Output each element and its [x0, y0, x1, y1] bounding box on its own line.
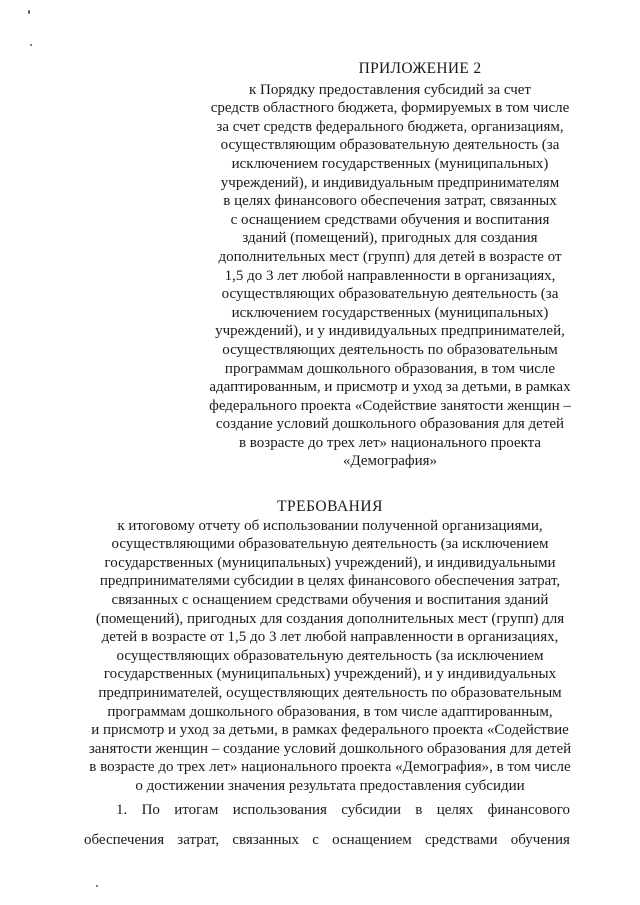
appendix-line: адаптированным, и присмотр и уход за детьми, в рамках — [209, 379, 571, 396]
requirements-line: предпринимателей, осуществляющих деятельность по образовательным — [98, 684, 562, 701]
appendix-line: с оснащением средствами обучения и воспитания — [230, 211, 550, 228]
scan-speck — [96, 885, 98, 887]
paragraph-word: обучения — [510, 832, 570, 848]
requirements-line: предпринимателями субсидии в целях финансового обеспечения затрат, — [99, 573, 561, 590]
appendix-line: осуществляющим образовательную деятельность (за — [220, 137, 560, 154]
requirements-line: в возрасте до трех лет» национального проекта «Демография», в том числе — [89, 759, 571, 776]
requirements-line: осуществляющих образовательную деятельность (за исключением — [116, 647, 544, 664]
appendix-line: исключением государственных (муниципальных) — [231, 155, 549, 172]
appendix-line: учреждений), и индивидуальным предпринимателям — [220, 174, 560, 191]
scan-speck — [28, 10, 30, 14]
paragraph-word: средствами — [424, 832, 498, 848]
paragraph-word: 1. — [116, 802, 128, 818]
paragraph-1 — [84, 795, 570, 855]
appendix-line: осуществляющих образовательную деятельность (за — [221, 286, 559, 303]
appendix-text — [200, 81, 580, 471]
appendix-line: исключением государственных (муниципальных) — [231, 304, 549, 321]
appendix-line: федерального проекта «Содействие занятости женщин – — [209, 397, 571, 414]
paragraph-line — [84, 825, 570, 855]
paragraph-word: обеспечения — [84, 832, 165, 848]
appendix-line: в целях финансового обеспечения затрат, связанных — [223, 193, 557, 210]
appendix-line: средств областного бюджета, формируемых в том числе — [210, 100, 570, 117]
requirements-block — [60, 498, 600, 796]
requirements-line: детей в возрасте от 1,5 до 3 лет любой направленности в организациях, — [101, 629, 559, 646]
appendix-line: учреждений), и у индивидуальных предпринимателей, — [215, 323, 565, 340]
requirements-line: государственных (муниципальных) учреждений), и индивидуальными — [104, 554, 556, 571]
requirements-line: о достижении значения результата предоставления субсидии — [135, 777, 525, 794]
requirements-line: программам дошкольного образования, в том числе адаптированным, — [107, 703, 553, 720]
paragraph-word: целях — [436, 802, 474, 818]
appendix-line: за счет средств федерального бюджета, организациям, — [216, 118, 564, 135]
appendix-line: дополнительных мест (групп) для детей в возрасте от — [218, 248, 562, 265]
paragraph-word: По — [141, 802, 160, 818]
appendix-block — [200, 60, 580, 471]
appendix-title: ПРИЛОЖЕНИЕ 2 — [358, 60, 482, 77]
requirements-line: осуществляющими образовательную деятельность (за исключением — [111, 536, 549, 553]
paragraph-word: использования — [232, 802, 327, 818]
paragraph-word: с — [312, 832, 319, 848]
paragraph-word: в — [415, 802, 423, 818]
paragraph-word: итогам — [174, 802, 219, 818]
appendix-line: зданий (помещений), пригодных для создания — [242, 230, 538, 247]
requirements-title: ТРЕБОВАНИЯ — [277, 498, 383, 515]
appendix-line: программам дошкольного образования, в том числе — [224, 360, 556, 377]
appendix-line: создание условий дошкольного образования для детей — [215, 416, 565, 433]
requirements-line: и присмотр и уход за детьми, в рамках федерального проекта «Содействие — [91, 722, 569, 739]
appendix-line: 1,5 до 3 лет любой направленности в организациях, — [224, 267, 556, 284]
requirements-line: занятости женщин – создание условий дошкольного образования для детей — [88, 740, 572, 757]
paragraph-line — [84, 795, 570, 825]
appendix-line: «Демография» — [342, 453, 438, 470]
appendix-line: к Порядку предоставления субсидий за счет — [249, 81, 531, 98]
paragraph-word: затрат, — [177, 832, 220, 848]
requirements-line: к итоговому отчету об использовании полученной организациями, — [117, 517, 543, 534]
paragraph-word: субсидии — [341, 802, 401, 818]
requirements-text — [60, 517, 600, 796]
requirements-line: государственных (муниципальных) учреждений), и у индивидуальных — [103, 666, 557, 683]
scan-speck — [30, 44, 32, 46]
paragraph-word: финансового — [487, 802, 570, 818]
paragraph-word: оснащением — [332, 832, 412, 848]
appendix-line: в возрасте до трех лет» национального проекта — [238, 434, 542, 451]
requirements-line: связанных с оснащением средствами обучения и воспитания зданий — [111, 591, 549, 608]
requirements-line: (помещений), пригодных для создания дополнительных мест (групп) для — [95, 610, 565, 627]
appendix-line: осуществляющих деятельность по образовательным — [222, 341, 558, 358]
paragraph-word: связанных — [232, 832, 300, 848]
